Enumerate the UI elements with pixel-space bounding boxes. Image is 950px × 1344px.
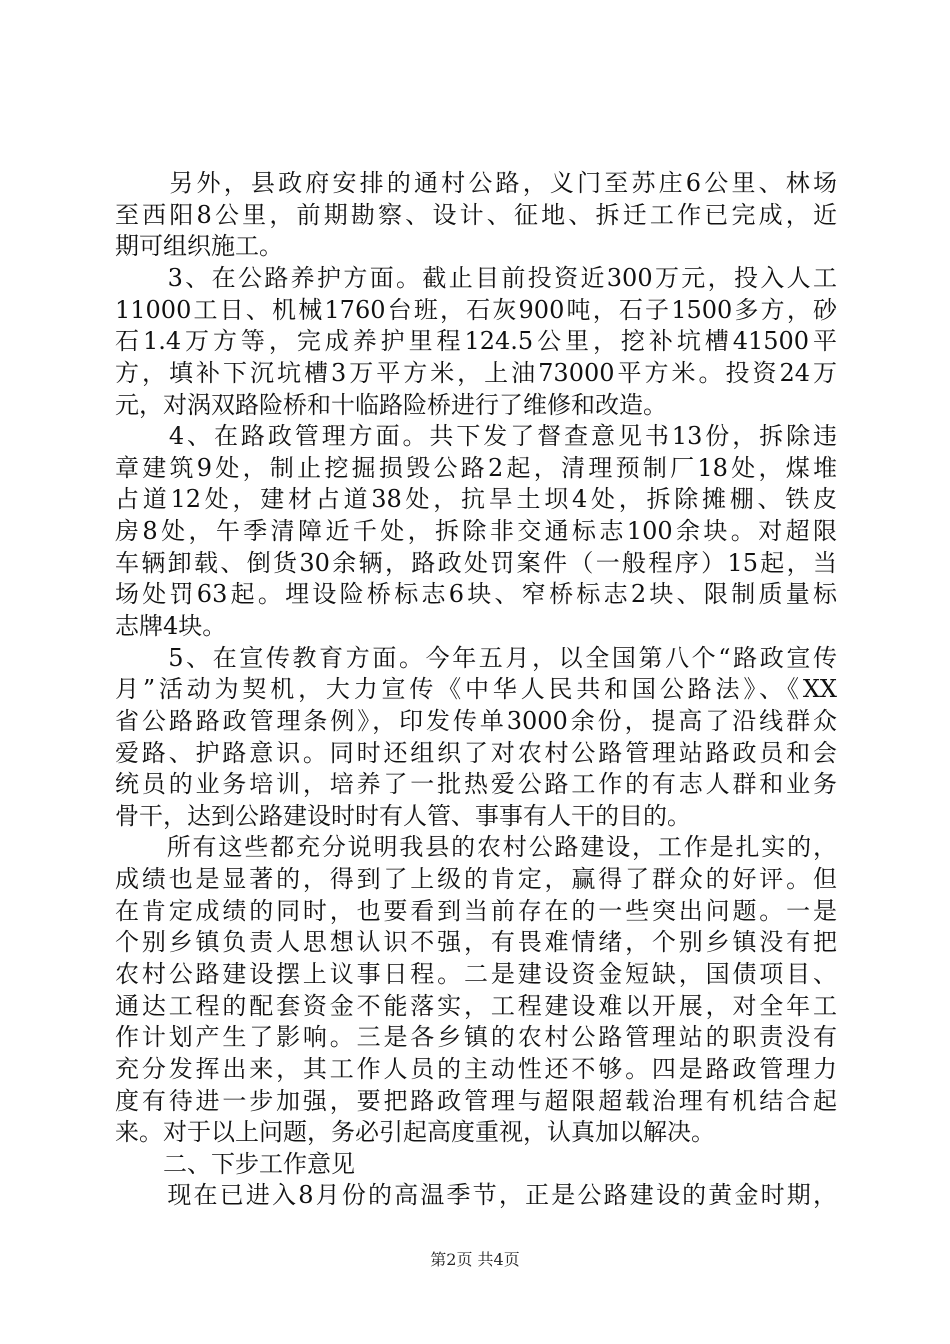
text-line: 省公路路政管理条例》，印发传单3000余份，提高了沿线群众 [115,706,837,735]
text-line: 充分发挥出来，其工作人员的主动性还不够。四是路政管理力 [115,1054,837,1083]
text-line: 成绩也是显著的，得到了上级的肯定，赢得了群众的好评。但 [115,865,837,893]
text-line: 方，填补下沉坑槽3万平方米，上油73000平方米。投资24万 [115,358,837,387]
text-line: 至西阳8公里，前期勘察、设计、征地、拆迁工作已完成，近 [115,200,837,229]
text-line: 骨干，达到公路建设时时有人管、事事有人干的目的。 [115,801,691,830]
text-line: 作计划产生了影响。三是各乡镇的农村公路管理站的职责没有 [115,1023,837,1052]
text-line: 石1.4万方等，完成养护里程124.5公里，挖补坑槽41500平 [115,327,837,356]
text-line: 场处罚63起。埋设险桥标志6块、窄桥标志2块、限制质量标 [115,580,837,609]
text-line: 爱路、护路意识。同时还组织了对农村公路管理站路政员和会 [115,738,837,767]
text-line: 个别乡镇负责人思想认识不强，有畏难情绪，个别乡镇没有把 [115,928,837,957]
text-line: 农村公路建设摆上议事日程。二是建设资金短缺，国债项目、 [115,959,837,988]
text-line: 现在已进入8月份的高温季节，正是公路建设的黄金时期， [115,1181,837,1210]
text-line: 志牌4块。 [115,611,227,640]
text-line: 车辆卸载、倒货30余辆，路政处罚案件（一般程序）15起，当 [115,548,837,577]
text-line: 元，对涡双路险桥和十临路险桥进行了维修和改造。 [115,390,667,419]
text-line: 通达工程的配套资金不能落实，工程建设难以开展，对全年工 [115,991,837,1020]
text-line: 4、在路政管理方面。共下发了督查意见书13份，拆除违 [115,422,837,451]
text-line: 度有待进一步加强，要把路政管理与超限超载治理有机结合起 [115,1086,837,1115]
text-line: 二、下步工作意见 [115,1149,355,1178]
text-line: 房8处，午季清障近千处，拆除非交通标志100余块。对超限 [115,517,837,545]
page-footer: 第2页 共4页 [430,1250,520,1269]
text-line: 期可组织施工。 [115,232,283,261]
text-line: 所有这些都充分说明我县的农村公路建设，工作是扎实的， [115,833,837,862]
text-line: 另外，县政府安排的通村公路，义门至苏庄6公里、林场 [115,169,837,197]
text-line: 来。对于以上问题，务必引起高度重视，认真加以解决。 [115,1118,715,1147]
text-line: 5、在宣传教育方面。今年五月，以全国第八个“路政宣传 [115,643,837,672]
text-line: 在肯定成绩的同时，也要看到当前存在的一些突出问题。一是 [115,896,837,925]
text-line: 章建筑9处，制止挖掘损毁公路2起，清理预制厂18处，煤堆 [115,453,837,482]
text-line: 统员的业务培训，培养了一批热爱公路工作的有志人群和业务 [115,770,837,799]
text-line: 11000工日、机械1760台班，石灰900吨，石子1500多方，砂 [115,295,837,324]
text-line: 3、在公路养护方面。截止目前投资近300万元，投入人工 [115,263,837,292]
text-line: 月”活动为契机，大力宣传《中华人民共和国公路法》、《XX [115,675,837,704]
text-line: 占道12处，建材占道38处，抗旱土坝4处，拆除摊棚、铁皮 [115,485,837,514]
